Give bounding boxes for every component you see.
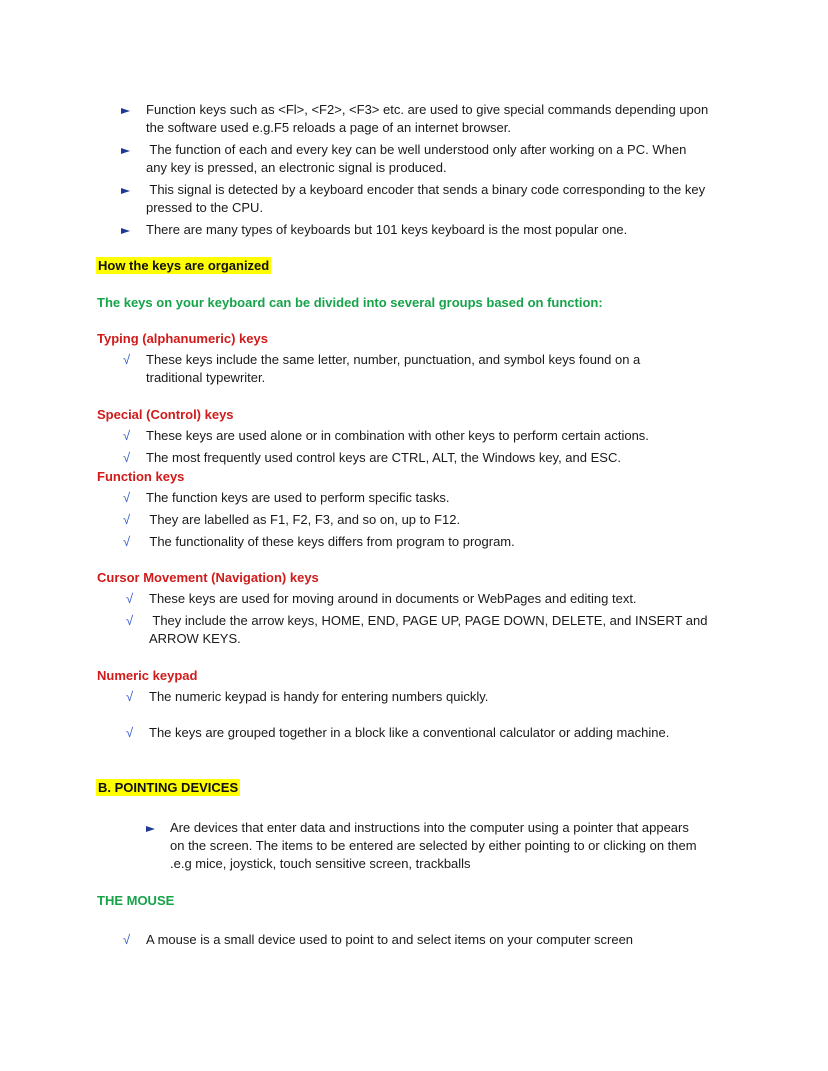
list-item-text: The most frequently used control keys are CTRL, ALT, the Windows key, and ESC. bbox=[146, 450, 621, 465]
list-item-text: They include the arrow keys, HOME, END, PAGE UP, PAGE DOWN, DELETE, and INSERT and ARROW KEYS. bbox=[149, 613, 708, 646]
list-item-text: The keys are grouped together in a block like a conventional calculator or adding machine. bbox=[149, 725, 670, 740]
list-item-text: There are many types of keyboards but 101 keys keyboard is the most popular one. bbox=[146, 222, 628, 237]
list-item-text: This signal is detected by a keyboard encoder that sends a binary code corresponding to the key pressed to the CPU. bbox=[146, 182, 706, 215]
special-keys-heading: Special (Control) keys bbox=[97, 407, 234, 422]
arrow-bullet-icon bbox=[121, 181, 130, 199]
list-item-text: The numeric keypad is handy for entering numbers quickly. bbox=[149, 689, 489, 704]
check-bullet-icon: √ bbox=[123, 490, 131, 505]
mouse-heading: THE MOUSE bbox=[97, 893, 175, 908]
list-item-text: Function keys such as <Fl>, <F2>, <F3> etc. are used to give special commands depending upon the software used e.g.F5 reloads a page of an internet browser. bbox=[146, 102, 709, 135]
arrow-bullet-icon bbox=[121, 141, 130, 159]
list-item-text: These keys include the same letter, number, punctuation, and symbol keys found on a traditional typewriter. bbox=[146, 352, 641, 385]
list-item-text: These keys are used for moving around in documents or WebPages and editing text. bbox=[149, 591, 637, 606]
list-item-text: Are devices that enter data and instructions into the computer using a pointer that appears on the screen. The items to be entered are selected by either pointing to or clicking on them .e.g mice, joystick, touch sensitive screen, trackballs bbox=[170, 820, 697, 871]
check-bullet-icon: √ bbox=[123, 428, 131, 443]
cursor-keys-heading: Cursor Movement (Navigation) keys bbox=[97, 570, 319, 585]
groups-intro: The keys on your keyboard can be divided into several groups based on function: bbox=[97, 295, 603, 310]
check-bullet-icon: √ bbox=[123, 534, 131, 549]
check-bullet-icon: √ bbox=[126, 591, 134, 606]
arrow-bullet-icon bbox=[121, 101, 130, 119]
check-bullet-icon: √ bbox=[126, 613, 134, 628]
list-item-text: The function keys are used to perform specific tasks. bbox=[146, 490, 450, 505]
check-bullet-icon: √ bbox=[123, 352, 131, 367]
pointing-devices-heading: B. POINTING DEVICES bbox=[98, 780, 239, 795]
list-item-text: These keys are used alone or in combination with other keys to perform certain actions. bbox=[146, 428, 649, 443]
list-item-text: A mouse is a small device used to point to and select items on your computer screen bbox=[146, 932, 634, 947]
typing-keys-heading: Typing (alphanumeric) keys bbox=[97, 331, 268, 346]
numeric-keypad-heading: Numeric keypad bbox=[97, 668, 198, 683]
check-bullet-icon: √ bbox=[123, 450, 131, 465]
check-bullet-icon: √ bbox=[126, 725, 134, 740]
arrow-bullet-icon bbox=[146, 819, 155, 837]
list-item-text: The function of each and every key can be well understood only after working on a PC. When any key is pressed, an electronic signal is produced. bbox=[146, 142, 687, 175]
check-bullet-icon: √ bbox=[123, 512, 131, 527]
check-bullet-icon: √ bbox=[126, 689, 134, 704]
list-item-text: The functionality of these keys differs from program to program. bbox=[146, 534, 515, 549]
function-keys-heading: Function keys bbox=[97, 469, 185, 484]
check-bullet-icon: √ bbox=[123, 932, 131, 947]
list-item-text: They are labelled as F1, F2, F3, and so on, up to F12. bbox=[146, 512, 461, 527]
arrow-bullet-icon bbox=[121, 221, 130, 239]
section-heading-organized: How the keys are organized bbox=[98, 258, 270, 273]
